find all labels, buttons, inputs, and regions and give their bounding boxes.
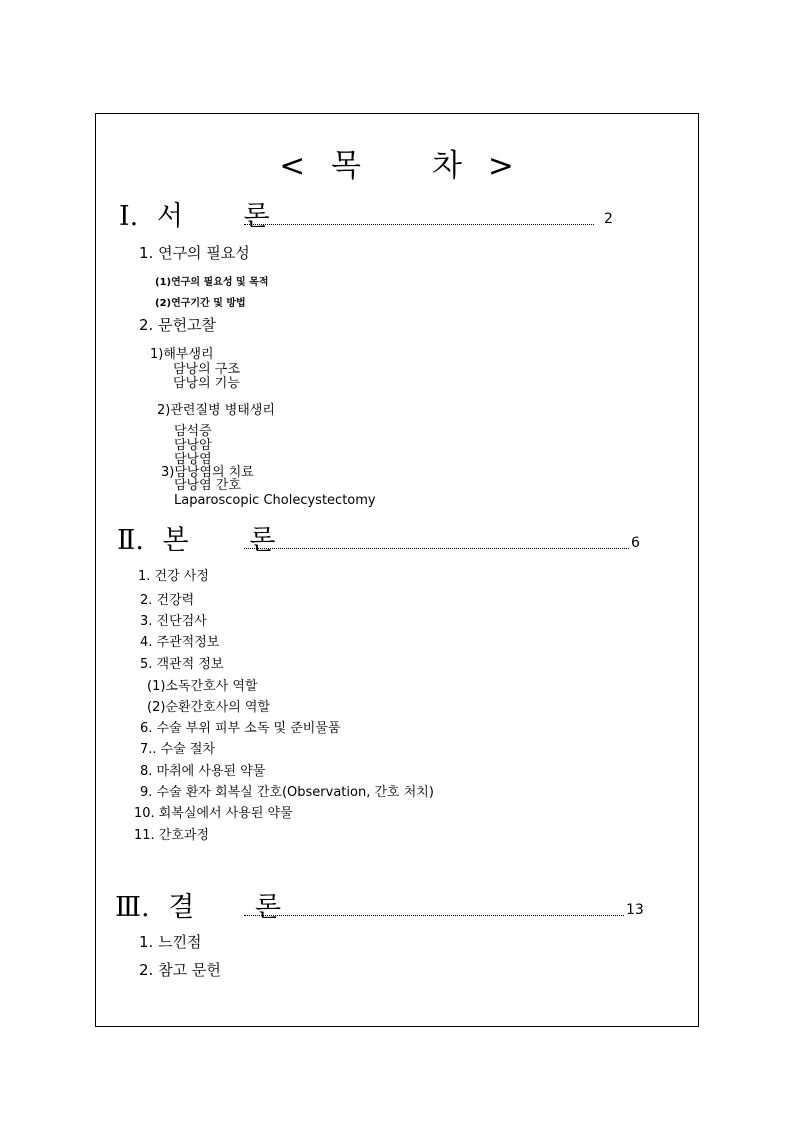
page-number: 6 — [631, 535, 640, 551]
toc-entry: 3. 진단검사 — [140, 614, 207, 629]
toc-item: 담낭염 간호 — [174, 478, 241, 493]
section-heading-intro — [119, 203, 296, 230]
toc-entry: 10. 회복실에서 사용된 약물 — [134, 806, 293, 821]
section-numeral: Ⅲ. — [115, 892, 150, 923]
title-close-bracket: > — [487, 148, 515, 184]
page-number: 13 — [626, 902, 644, 918]
section-numeral: Ⅰ. — [119, 201, 139, 232]
toc-entry: 6. 수술 부위 피부 소독 및 준비물품 — [140, 721, 341, 736]
title-word-2: 차 — [432, 148, 463, 184]
dot-leader — [244, 224, 594, 225]
toc-entry: 1. 건강 사정 — [138, 569, 209, 584]
section-heading-conclusion — [115, 894, 307, 921]
toc-entry: 8. 마취에 사용된 약물 — [140, 764, 266, 779]
toc-item: 담낭의 기능 — [173, 376, 240, 391]
toc-title — [0, 148, 794, 184]
title-open-bracket: < — [279, 148, 307, 184]
title-word-1: 목 — [331, 148, 362, 184]
toc-entry: 1. 느낀점 — [139, 933, 202, 951]
toc-item: 담낭암 — [174, 438, 212, 453]
toc-subentry: 3)담낭염의 치료 — [161, 465, 254, 480]
toc-item: 담낭염 — [174, 452, 212, 467]
page-number: 2 — [604, 211, 613, 227]
section-title: 서 론 — [156, 201, 296, 232]
toc-entry: 2. 문헌고찰 — [139, 316, 217, 334]
toc-subentry: 1)해부생리 — [150, 347, 214, 362]
section-heading-body — [117, 527, 301, 554]
toc-entry: 1. 연구의 필요성 — [139, 244, 250, 262]
section-numeral: Ⅱ. — [117, 525, 144, 556]
toc-entry: 9. 수술 환자 회복실 간호(Observation, 간호 처치) — [140, 785, 434, 800]
dot-leader — [244, 915, 624, 916]
toc-item: 담석증 — [174, 424, 212, 439]
toc-entry: 7.. 수술 절차 — [140, 742, 216, 757]
toc-entry: 2. 참고 문헌 — [139, 961, 221, 979]
toc-subentry: 2)관련질병 병태생리 — [157, 403, 275, 418]
toc-entry: 11. 간호과정 — [134, 828, 210, 843]
toc-subentry: (1)연구의 필요성 및 목적 — [155, 277, 269, 288]
section-title: 본 론 — [162, 525, 302, 556]
toc-subentry: (2)연구기간 및 방법 — [155, 298, 246, 309]
toc-subentry: (1)소독간호사 역할 — [147, 679, 258, 694]
dot-leader — [244, 548, 629, 549]
toc-subentry: (2)순환간호사의 역할 — [147, 700, 271, 715]
section-title: 결 론 — [168, 892, 307, 923]
toc-item: Laparoscopic Cholecystectomy — [174, 493, 376, 508]
toc-item: 담낭의 구조 — [173, 362, 240, 377]
toc-entry: 4. 주관적정보 — [140, 635, 220, 650]
toc-entry: 2. 건강력 — [140, 593, 195, 608]
toc-entry: 5. 객관적 정보 — [140, 657, 224, 672]
